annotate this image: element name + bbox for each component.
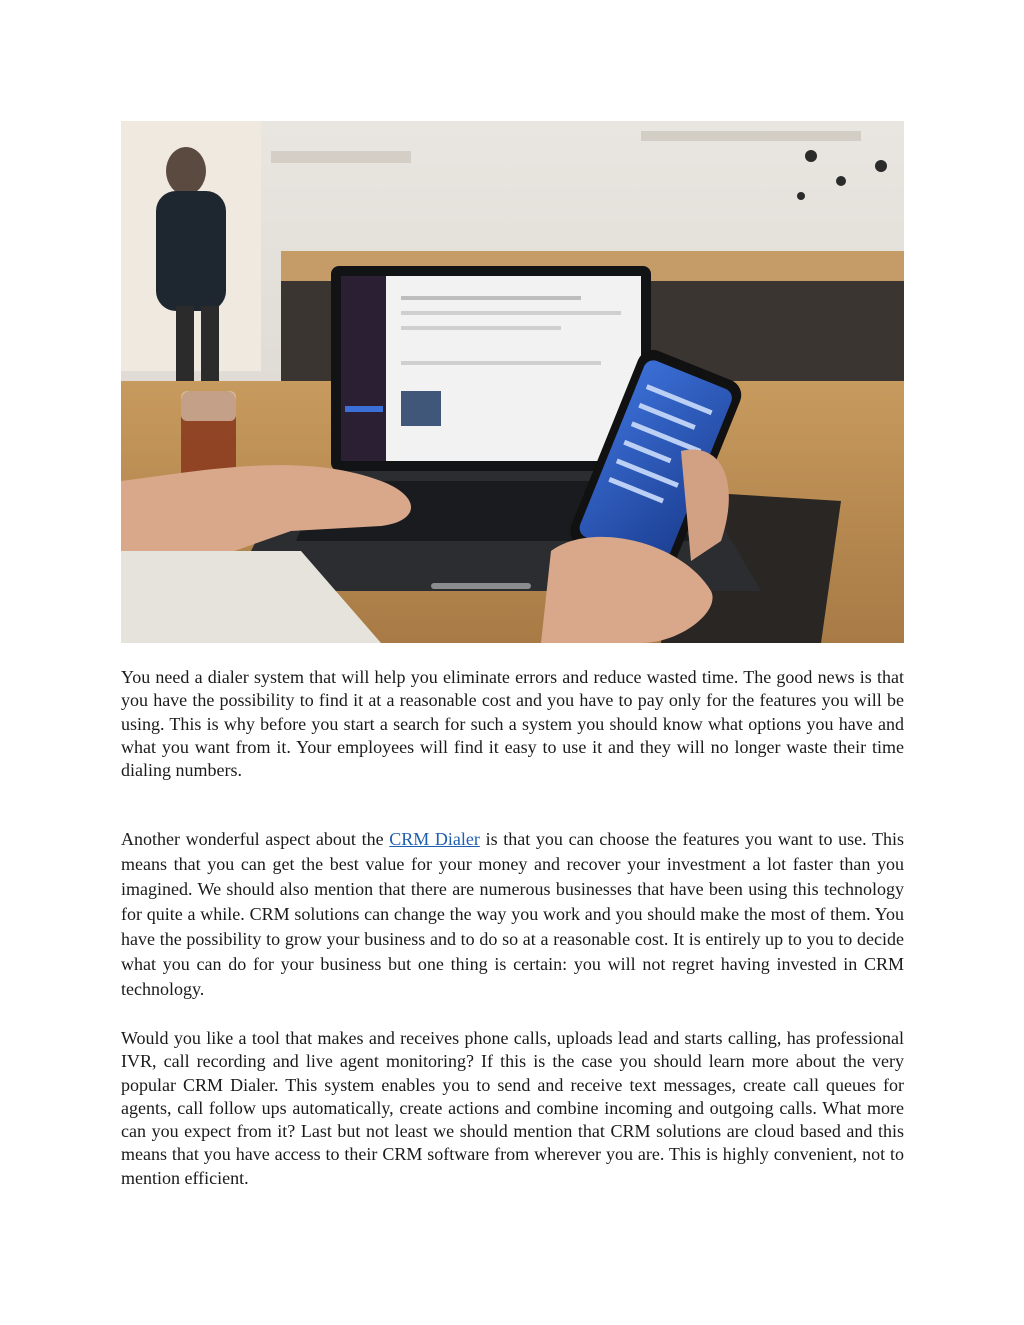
laptop-phone-illustration <box>121 121 904 643</box>
paragraph-crm-dialer-lead: Another wonderful aspect about the <box>121 829 390 849</box>
paragraph-intro: You need a dialer system that will help you eliminate errors and reduce wasted time. The good news is that you have the possibility to find it at a reasonable cost and you have to pay only for the features you will be using. This is why before you start a search for such a system you should know what options you have and what you want from it. Your employees will find it easy to use it and they will no longer waste their time dialing numbers. <box>121 667 904 781</box>
hero-photo <box>121 121 904 643</box>
paragraph-crm-dialer <box>121 827 904 1002</box>
crm-dialer-link[interactable]: CRM Dialer <box>389 829 480 849</box>
paragraph-crm-dialer-rest: is that you can choose the features you want to use. This means that you can get the best value for your money and recover your investment a lot faster than you imagined. We should also mention that there are numerous businesses that have been using this technology for quite a while. CRM solutions can change the way you work and you should make the most of them. You have the possibility to grow your business and to do so at a reasonable cost. It is entirely up to you to decide what you can do for your business but one thing is certain: you will not regret having invested in CRM technology. <box>121 829 904 999</box>
paragraph-features: Would you like a tool that makes and receives phone calls, uploads lead and starts calling, has professional IVR, call recording and live agent monitoring? If this is the case you should learn more about the very popular CRM Dialer. This system enables you to send and receive text messages, create call queues for agents, call follow ups automatically, create actions and combine incoming and outgoing calls. What more can you expect from it? Last but not least we should mention that CRM solutions are cloud based and this means that you have access to their CRM software from wherever you are. This is highly convenient, not to mention efficient. <box>121 1028 904 1188</box>
